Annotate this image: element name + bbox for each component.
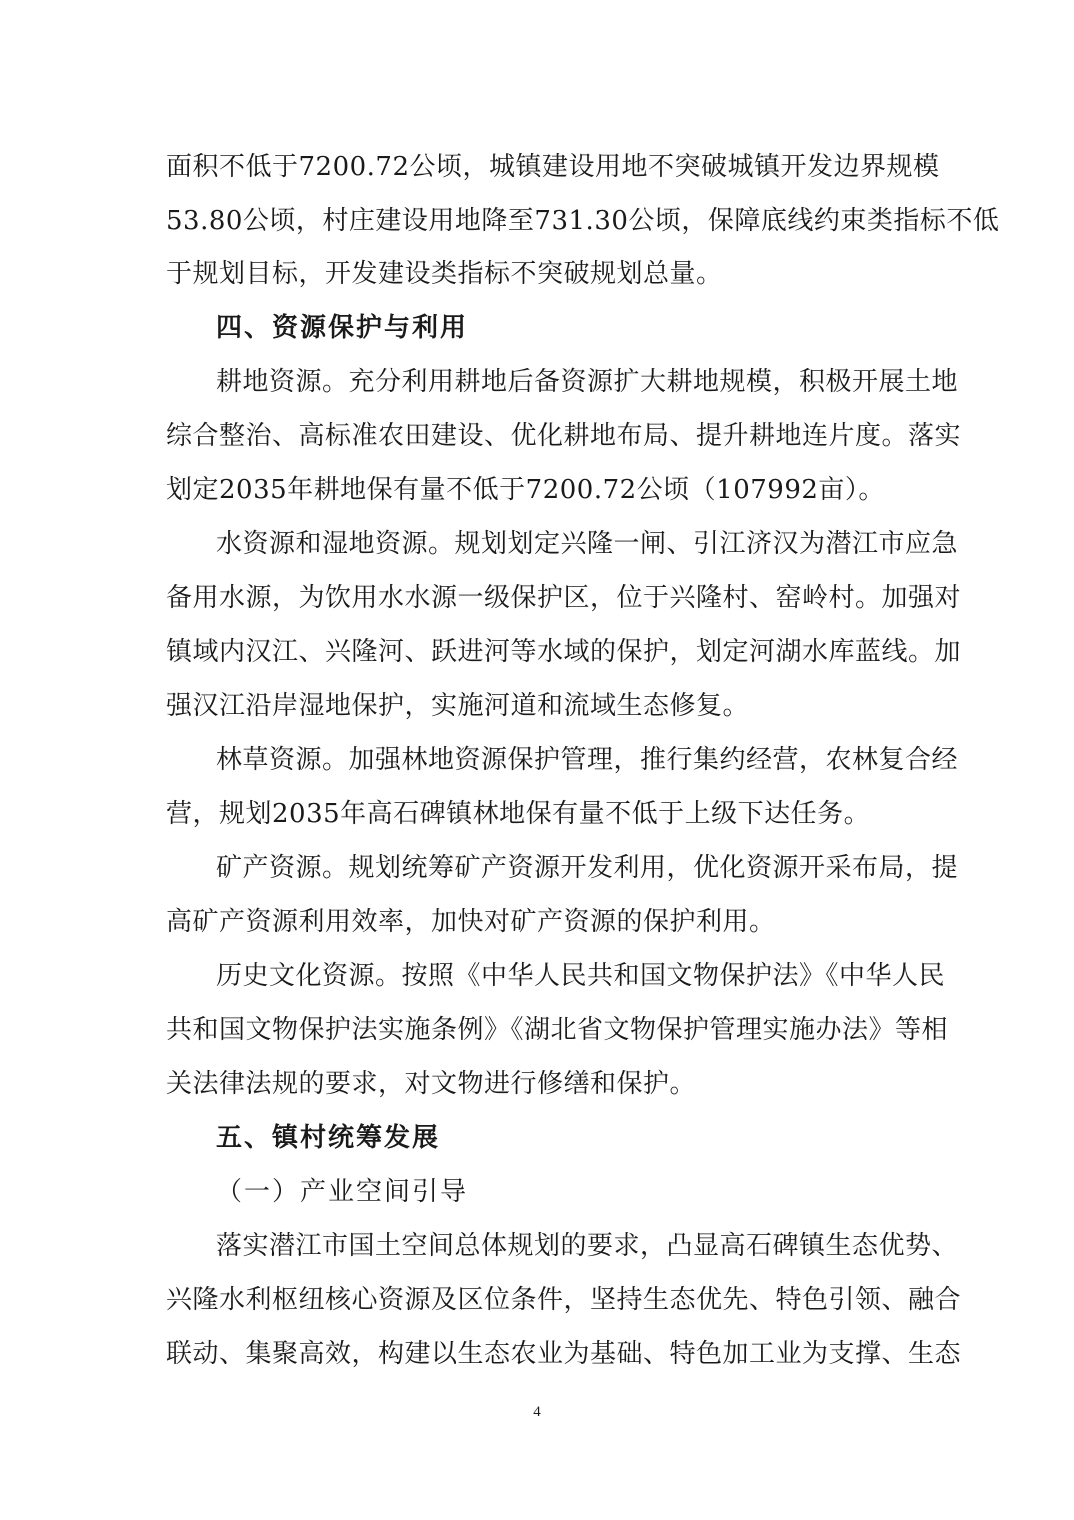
- text-line: 营，规划2035年高石碑镇林地保有量不低于上级下达任务。: [166, 799, 871, 829]
- text-line: 历史文化资源。按照《中华人民共和国文物保护法》《中华人民: [216, 961, 946, 991]
- text-line: 林草资源。加强林地资源保护管理，推行集约经营，农林复合经: [216, 745, 959, 775]
- text-line: 水资源和湿地资源。规划划定兴隆一闸、引江济汉为潜江市应急: [216, 529, 959, 559]
- text-line: 联动、集聚高效，构建以生态农业为基础、特色加工业为支撑、生态: [166, 1339, 962, 1369]
- text-line: 划定2035年耕地保有量不低于7200.72公顷（107992亩）。: [166, 475, 885, 505]
- section-heading: 五、镇村统筹发展: [216, 1123, 441, 1153]
- text-line: 综合整治、高标准农田建设、优化耕地布局、提升耕地连片度。落实: [166, 421, 962, 451]
- text-line: 矿产资源。规划统筹矿产资源开发利用，优化资源开采布局，提: [216, 853, 959, 883]
- text-line: 镇域内汉江、兴隆河、跃进河等水域的保护，划定河湖水库蓝线。加: [166, 637, 962, 667]
- text-line: 面积不低于7200.72公顷，城镇建设用地不突破城镇开发边界规模: [166, 152, 940, 182]
- text-line: 53.80公顷，村庄建设用地降至731.30公顷，保障底线约束类指标不低: [166, 206, 1000, 236]
- text-line: 备用水源，为饮用水水源一级保护区，位于兴隆村、窑岭村。加强对: [166, 583, 962, 613]
- text-line: 共和国文物保护法实施条例》《湖北省文物保护管理实施办法》等相: [166, 1015, 949, 1045]
- text-line: 关法律法规的要求，对文物进行修缮和保护。: [166, 1069, 697, 1099]
- section-heading: 四、资源保护与利用: [216, 313, 469, 343]
- text-line: 耕地资源。充分利用耕地后备资源扩大耕地规模，积极开展土地: [216, 367, 959, 397]
- text-line: 高矿产资源利用效率，加快对矿产资源的保护利用。: [166, 907, 776, 937]
- subsection-heading: （一）产业空间引导: [216, 1177, 469, 1207]
- text-line: 强汉江沿岸湿地保护，实施河道和流域生态修复。: [166, 691, 750, 721]
- text-line: 于规划目标，开发建设类指标不突破规划总量。: [166, 259, 723, 289]
- text-line: 兴隆水利枢纽核心资源及区位条件，坚持生态优先、特色引领、融合: [166, 1285, 962, 1315]
- text-line: 落实潜江市国土空间总体规划的要求，凸显高石碑镇生态优势、: [216, 1231, 959, 1261]
- page-number: 4: [533, 1404, 541, 1420]
